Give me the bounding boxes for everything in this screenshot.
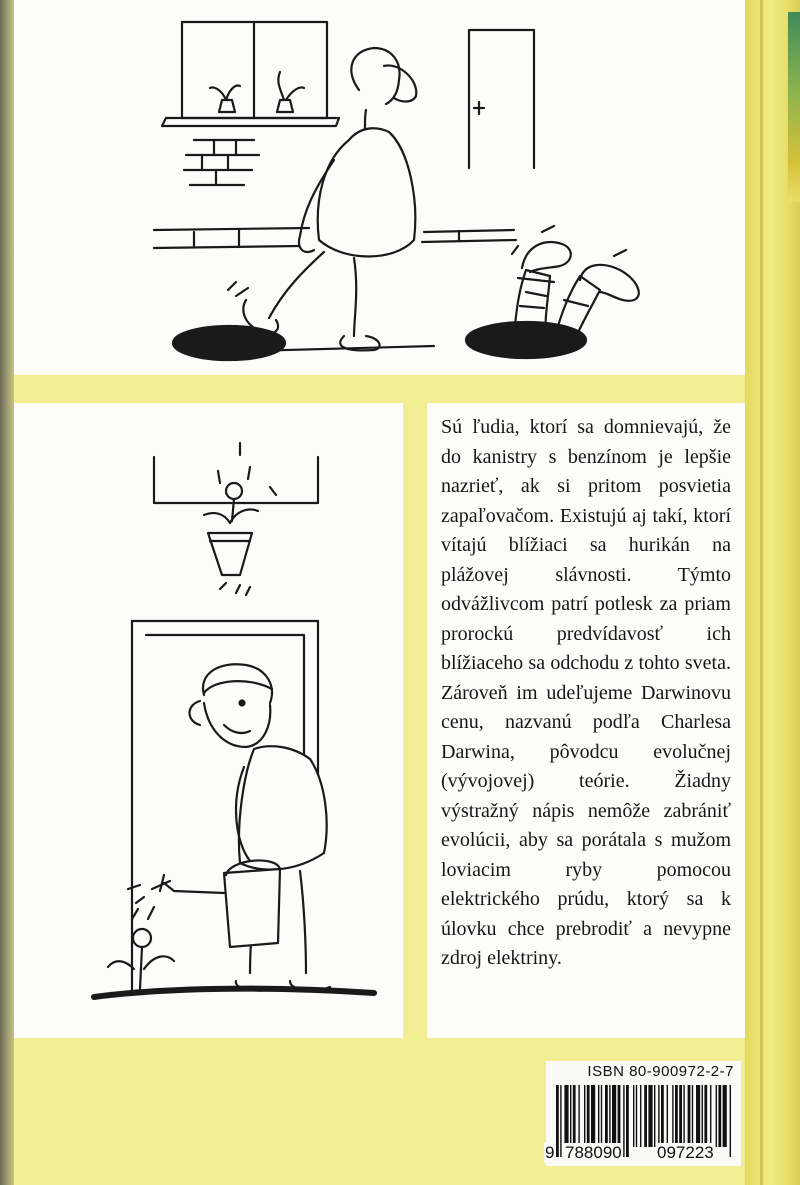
barcode-bar (679, 1085, 682, 1147)
isbn-barcode (546, 1061, 741, 1166)
barcode-bar (564, 1085, 568, 1147)
barcode-bar (584, 1085, 585, 1147)
bottom-left-illustration-panel (14, 403, 403, 1038)
barcode-bar (718, 1085, 721, 1147)
barcode-bar (578, 1085, 579, 1147)
barcode-bar (692, 1085, 693, 1147)
barcode-bar (716, 1085, 717, 1147)
barcode-bar (591, 1085, 595, 1147)
barcode-digit-first: 9 (545, 1143, 555, 1162)
barcode-digits-right: 097223 (657, 1143, 714, 1162)
barcode-bar (723, 1085, 727, 1147)
barcode-bar (661, 1085, 664, 1147)
spine-fold (760, 0, 763, 1185)
barcode-bar (675, 1085, 678, 1147)
barcode-bar (688, 1085, 691, 1147)
blurb-text: Sú ľudia, ktorí sa domnievajú, že do kanistry s benzínom je lepšie nazrieť, ak si pritom posvietia zapaľovačom. Existujú aj takí, ktorí vítajú blížiaci sa hurikán na plážovej slávnosti. Týmto odvážlivcom patrí potlesk za priam prorockú predvídavosť ich blížiaceho sa odchodu z tohto sveta. Zároveň im udeľujeme Darwinovu cenu, nazvanú podľa Charlesa Darwina, pôvodcu evolučnej (vývojovej) teórie. Žiadny výstražný nápis nemôže zabrániť evolúcii, aby sa porátala s mužom loviacim ryby pomocou elektrického prúdu, ktorý sa k úlovku chce prebrodiť a nevypne zdroj elektriny. (441, 416, 731, 969)
barcode-bar (672, 1085, 673, 1147)
barcode-bar (648, 1085, 652, 1147)
barcode-bar (658, 1085, 659, 1147)
barcode-bar (644, 1085, 647, 1147)
barcode-bar (609, 1085, 610, 1147)
barcode-bar (587, 1085, 590, 1147)
cover-left-edge (0, 0, 14, 1185)
barcode-bar (601, 1085, 602, 1147)
barcode-bar (702, 1085, 703, 1147)
manhole-cartoon-illustration (14, 0, 745, 375)
barcode-bar (618, 1085, 621, 1147)
barcode-bar (636, 1085, 637, 1147)
blurb-text-box (441, 413, 731, 974)
barcode-bar (640, 1085, 641, 1147)
barcode-digits-left: 788090 (565, 1143, 622, 1162)
spine-cloth-strip (788, 12, 800, 202)
barcode-digits (546, 1143, 741, 1165)
barcode-bar (612, 1085, 616, 1147)
barcode-bar (683, 1085, 684, 1147)
barcode-bar (667, 1085, 668, 1147)
barcode-bar (605, 1085, 608, 1147)
watering-cartoon-illustration (14, 403, 403, 1038)
barcode-bar (633, 1085, 634, 1147)
barcode-bar (570, 1085, 571, 1147)
barcode-bar (654, 1085, 655, 1147)
barcode-bar (704, 1085, 707, 1147)
barcode-bar (598, 1085, 599, 1147)
barcode-bar (573, 1085, 576, 1147)
isbn-label: ISBN 80-900972-2-7 (587, 1063, 734, 1080)
top-illustration-panel (14, 0, 745, 375)
barcode-bar (710, 1085, 711, 1147)
barcode-bar (696, 1085, 700, 1147)
